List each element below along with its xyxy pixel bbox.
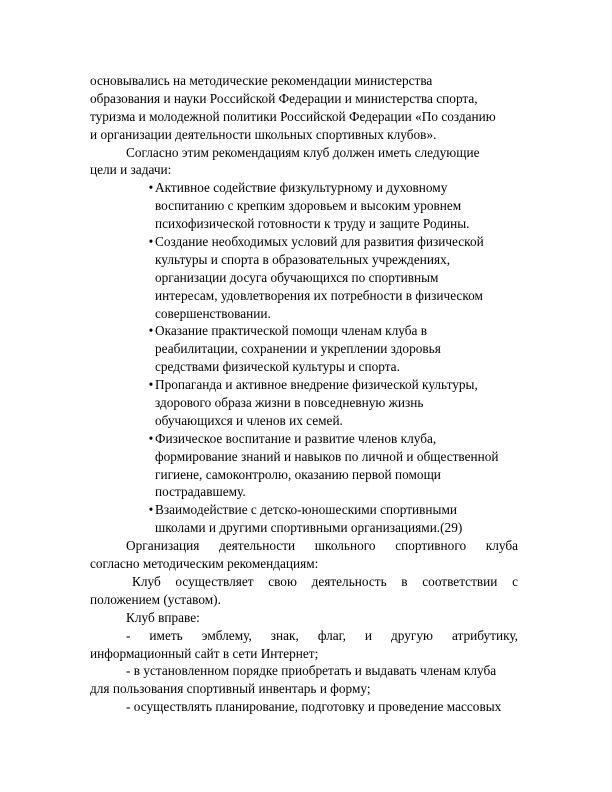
text-line: пострадавшему. [155, 484, 246, 500]
goals-intro-paragraph [90, 144, 518, 180]
text-line: Согласно этим рекомендациям клуб должен иметь следующие [126, 144, 480, 160]
bullet-icon: • [148, 502, 154, 518]
text-line: цели и задачи: [90, 162, 172, 178]
text-line: средствами физической культуры и спорта. [155, 359, 400, 375]
list-item [90, 430, 518, 502]
right-item-1 [90, 627, 518, 663]
text-line: Создание необходимых условий для развития физической [155, 234, 484, 250]
text-line: формирование знаний и навыков по личной и общественной [155, 448, 499, 464]
bullet-icon: • [148, 323, 154, 339]
text-line: и организации деятельности школьных спортивных клубов». [90, 126, 437, 142]
text-line: психофизической готовности к труду и защите Родины. [155, 216, 470, 232]
text-line: Оказание практической помощи членам клуба в [155, 323, 428, 339]
text-line: туризма и молодежной политики Российской Федерации «По созданию [90, 108, 496, 124]
list-item [90, 501, 518, 537]
text-line: согласно методическим рекомендациям: [90, 556, 319, 572]
list-item [90, 233, 518, 322]
text-line: для пользования спортивный инвентарь и форму; [90, 681, 371, 697]
text-line: интересам, удовлетворения их потребности в физическом [155, 287, 483, 303]
text-line: организации досуга обучающихся по спортивным [155, 269, 439, 285]
bullet-icon: • [148, 377, 154, 393]
goals-list [90, 179, 518, 537]
text-line: информационный сайт в сети Интернет; [90, 645, 319, 661]
text-line: Взаимодействие с детско-юношескими спортивными [155, 502, 457, 518]
right-item-2 [90, 662, 518, 698]
list-item [90, 179, 518, 233]
bullet-icon: • [148, 430, 154, 446]
text-line: совершенствовании. [155, 305, 271, 321]
body-text [90, 72, 518, 716]
bullet-icon: • [148, 234, 154, 250]
text-line: здорового образа жизни в повседневную жизнь [155, 395, 424, 411]
text-line: Пропаганда и активное внедрение физической культуры, [155, 377, 478, 393]
text-line: положением (уставом). [90, 591, 221, 607]
text-line: Организация деятельности школьного спортивного клуба [126, 538, 518, 554]
text-line: - осуществлять планирование, подготовку и проведение массовых [126, 699, 502, 715]
text-line: Физическое воспитание и развитие членов клуба, [155, 430, 437, 446]
text-line: реабилитации, сохранении и укреплении здоровья [155, 341, 441, 357]
intro-paragraph [90, 72, 518, 144]
text-line: культуры и спорта в образовательных учреждениях, [155, 251, 451, 267]
list-item [90, 376, 518, 430]
rights-heading: Клуб вправе: [126, 609, 200, 625]
charter-paragraph [90, 573, 518, 609]
text-line: - иметь эмблему, знак, флаг, и другую атрибутику, [126, 627, 518, 643]
organization-paragraph [90, 537, 518, 573]
text-line: Клуб осуществляет свою деятельность в соответствии с [132, 573, 518, 589]
bullet-icon: • [148, 180, 154, 196]
text-line: образования и науки Российской Федерации и министерства спорта, [90, 90, 478, 106]
rights-heading-paragraph [90, 609, 518, 627]
text-line: школами и другими спортивными организациями.(29) [155, 520, 463, 536]
text-line: обучающихся и членов их семей. [155, 412, 343, 428]
text-line: воспитанию с крепким здоровьем и высоким уровнем [155, 198, 462, 214]
text-line: основывались на методические рекомендации министерства [90, 73, 433, 88]
list-item [90, 322, 518, 376]
text-line: - в установленном порядке приобретать и выдавать членам клуба [126, 663, 497, 679]
right-item-3 [90, 698, 518, 716]
text-line: Активное содействие физкультурному и духовному [155, 180, 448, 196]
text-line: гигиене, самоконтролю, оказанию первой помощи [155, 466, 441, 482]
